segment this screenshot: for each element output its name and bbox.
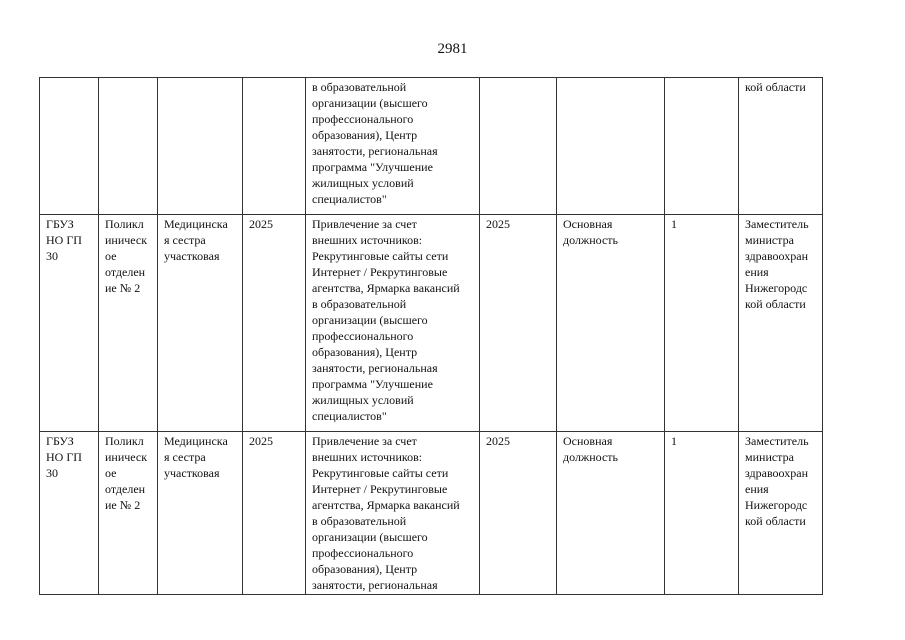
count-cell bbox=[665, 78, 739, 215]
measures-cell: в образовательной организации (высшего профессионального образования), Центр занятости, региональная программа "Улучшение жилищных условий специалистов" bbox=[306, 78, 480, 215]
responsible-cell: Заместитель министра здравоохран ения Нижегородс кой области bbox=[739, 432, 823, 595]
org-cell: ГБУЗ НО ГП 30 bbox=[40, 432, 99, 595]
year-cell: 2025 bbox=[243, 215, 306, 432]
count-cell: 1 bbox=[665, 215, 739, 432]
measures-cell: Привлечение за счет внешних источников: Рекрутинговые сайты сети Интернет / Рекрутинговые агентства, Ярмарка вакансий в образовательной организации (высшего профессионального образования), Центр занятости, региональная программа "Улучшение жилищных условий специалистов" bbox=[306, 215, 480, 432]
position-cell: Медицинска я сестра участковая bbox=[158, 215, 243, 432]
table-row bbox=[40, 215, 823, 432]
type-cell: Основная должность bbox=[557, 432, 665, 595]
year-cell: 2025 bbox=[243, 432, 306, 595]
org-cell bbox=[40, 78, 99, 215]
position-cell: Медицинска я сестра участковая bbox=[158, 432, 243, 595]
unit-cell: Поликл иническ ое отделен ие № 2 bbox=[99, 215, 158, 432]
year2-cell bbox=[480, 78, 557, 215]
org-cell: ГБУЗ НО ГП 30 bbox=[40, 215, 99, 432]
table-row bbox=[40, 78, 823, 215]
year2-cell: 2025 bbox=[480, 215, 557, 432]
unit-cell: Поликл иническ ое отделен ие № 2 bbox=[99, 432, 158, 595]
unit-cell bbox=[99, 78, 158, 215]
document-table bbox=[39, 77, 823, 595]
count-cell: 1 bbox=[665, 432, 739, 595]
measures-cell: Привлечение за счет внешних источников: Рекрутинговые сайты сети Интернет / Рекрутинговые агентства, Ярмарка вакансий в образовательной организации (высшего профессионального образования), Центр занятости, региональная bbox=[306, 432, 480, 595]
responsible-cell: Заместитель министра здравоохран ения Нижегородс кой области bbox=[739, 215, 823, 432]
responsible-cell: кой области bbox=[739, 78, 823, 215]
type-cell: Основная должность bbox=[557, 215, 665, 432]
year-cell bbox=[243, 78, 306, 215]
year2-cell: 2025 bbox=[480, 432, 557, 595]
type-cell bbox=[557, 78, 665, 215]
table-row bbox=[40, 432, 823, 595]
page-number: 2981 bbox=[437, 41, 468, 57]
position-cell bbox=[158, 78, 243, 215]
